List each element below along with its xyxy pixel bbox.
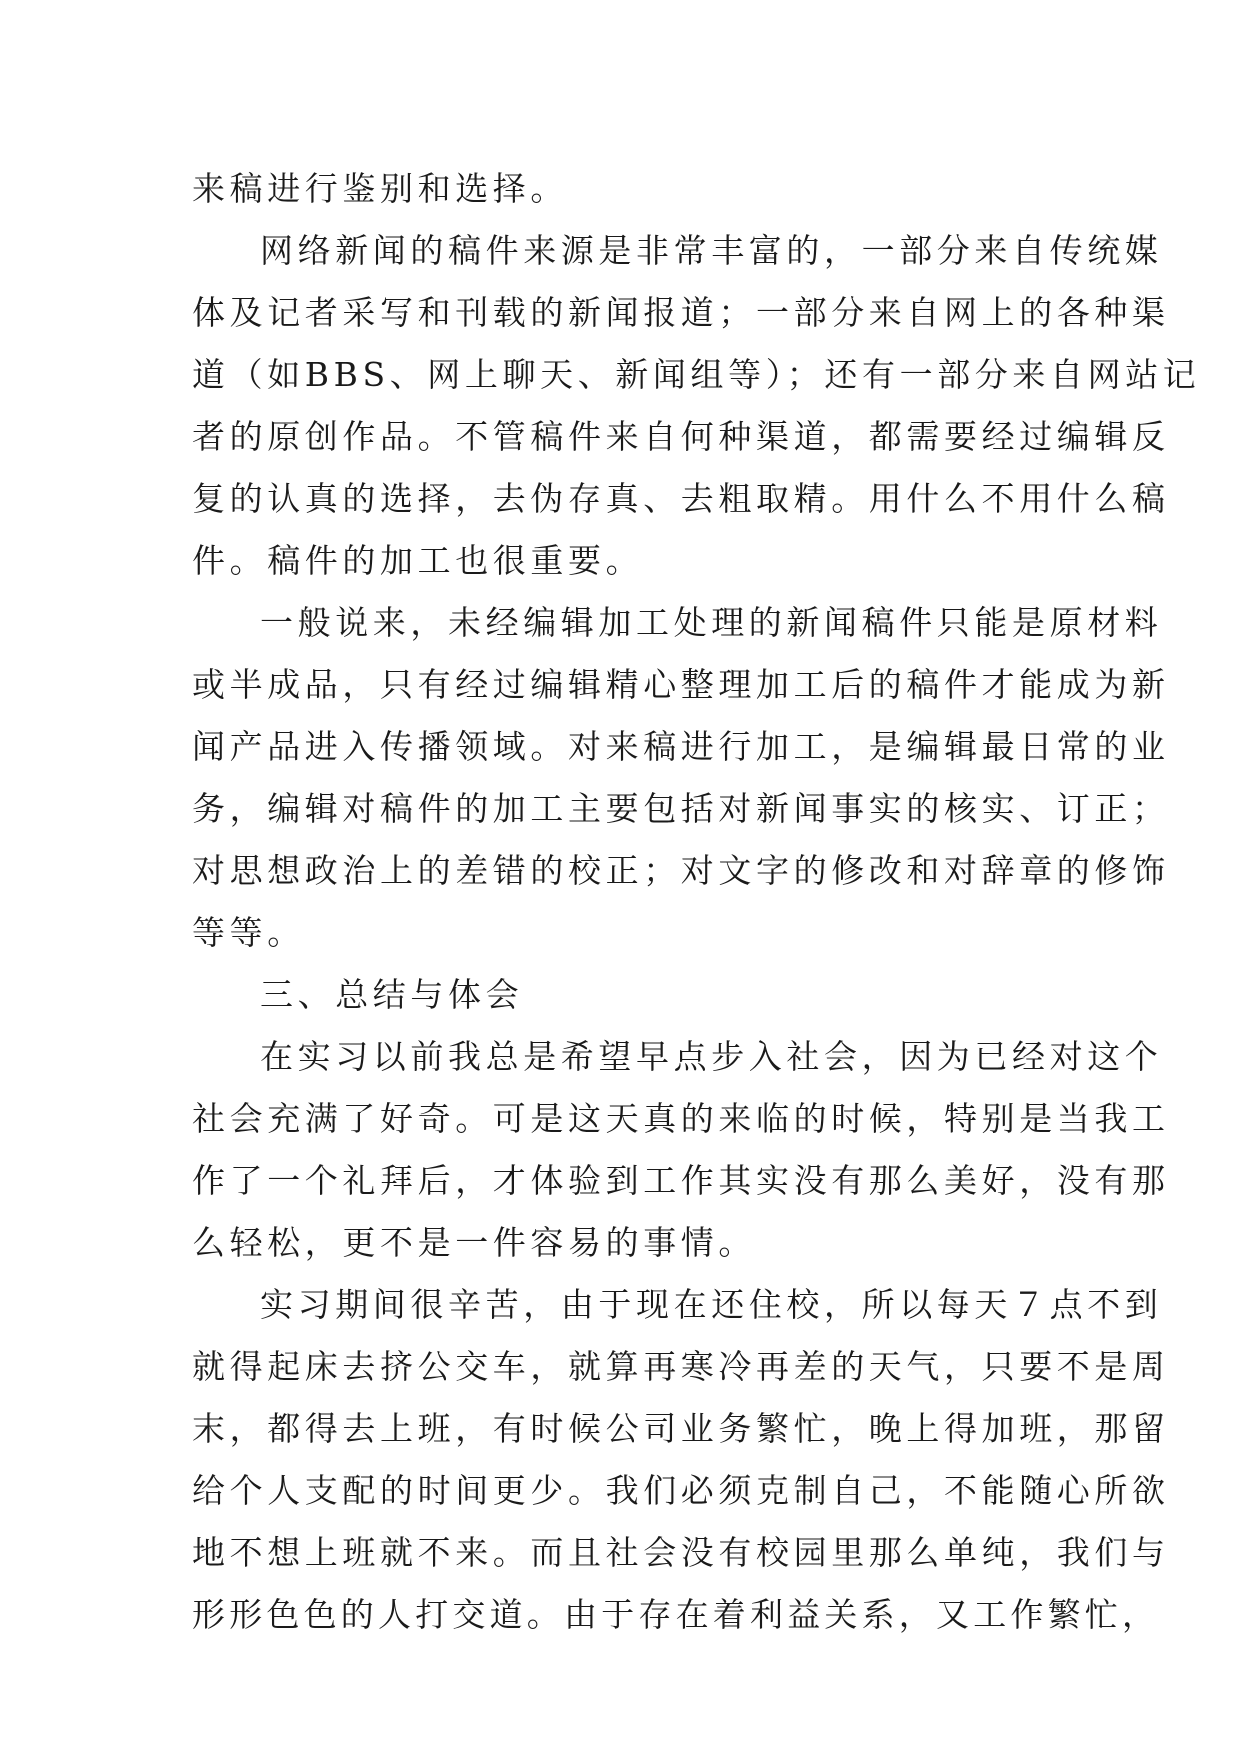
text-line: 网络新闻的稿件来源是非常丰富的，一部分来自传统媒 (260, 231, 1163, 270)
body-text (192, 158, 1201, 1646)
text-line: 一般说来，未经编辑加工处理的新闻稿件只能是原材料 (260, 603, 1163, 642)
text-line: 作了一个礼拜后，才体验到工作其实没有那么美好，没有那 (192, 1161, 1170, 1200)
text-line: 地不想上班就不来。而且社会没有校园里那么单纯，我们与 (192, 1533, 1170, 1572)
text-line: 道（如BBS、网上聊天、新闻组等）；还有一部分来自网站记 (192, 355, 1201, 394)
section-heading: 三、总结与体会 (260, 975, 524, 1014)
text-line: 对思想政治上的差错的校正；对文字的修改和对辞章的修饰 (192, 851, 1170, 890)
text-line: 复的认真的选择，去伪存真、去粗取精。用什么不用什么稿 (192, 479, 1170, 518)
text-line: 来稿进行鉴别和选择。 (192, 169, 568, 208)
text-line: 么轻松，更不是一件容易的事情。 (192, 1223, 756, 1262)
text-line: 实习期间很辛苦，由于现在还住校，所以每天７点不到 (260, 1285, 1163, 1324)
text-line: 在实习以前我总是希望早点步入社会，因为已经对这个 (260, 1037, 1163, 1076)
text-line: 给个人支配的时间更少。我们必须克制自己，不能随心所欲 (192, 1471, 1170, 1510)
text-line: 社会充满了好奇。可是这天真的来临的时候，特别是当我工 (192, 1099, 1170, 1138)
text-line: 等等。 (192, 913, 305, 952)
text-line: 末，都得去上班，有时候公司业务繁忙，晚上得加班，那留 (192, 1409, 1170, 1448)
text-line: 就得起床去挤公交车，就算再寒冷再差的天气，只要不是周 (192, 1347, 1170, 1386)
text-line: 者的原创作品。不管稿件来自何种渠道，都需要经过编辑反 (192, 417, 1170, 456)
text-line: 体及记者采写和刊载的新闻报道；一部分来自网上的各种渠 (192, 293, 1170, 332)
text-line: 或半成品，只有经过编辑精心整理加工后的稿件才能成为新 (192, 665, 1170, 704)
text-line: 形形色色的人打交道。由于存在着利益关系，又工作繁忙， (192, 1595, 1160, 1634)
text-line: 件。稿件的加工也很重要。 (192, 541, 644, 580)
text-line: 务，编辑对稿件的加工主要包括对新闻事实的核实、订正； (192, 789, 1170, 828)
text-line: 闻产品进入传播领域。对来稿进行加工，是编辑最日常的业 (192, 727, 1170, 766)
